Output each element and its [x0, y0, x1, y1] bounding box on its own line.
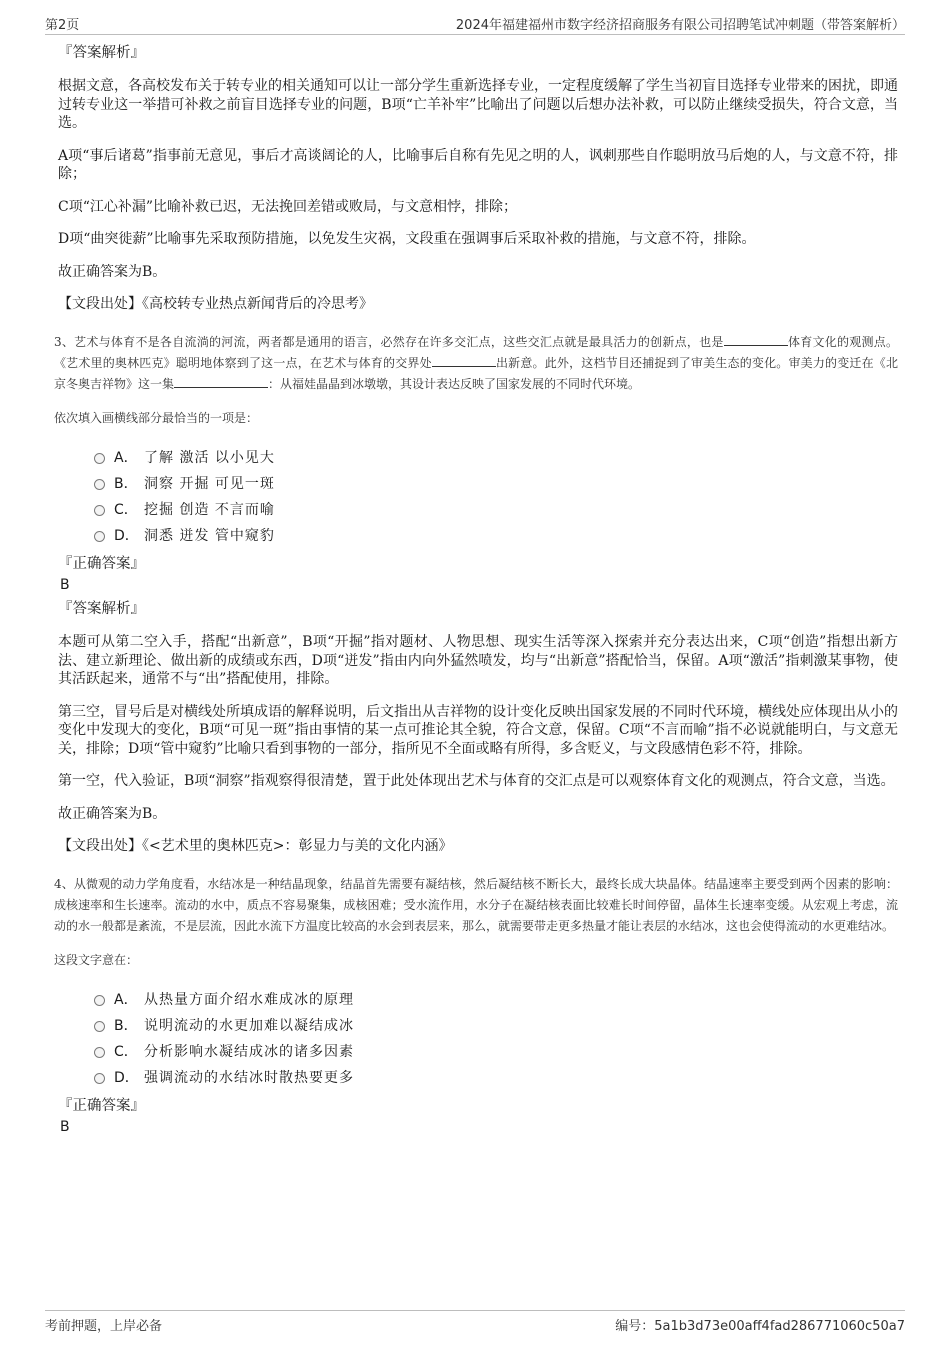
radio-button[interactable]: [94, 1021, 105, 1032]
document-id: 编号：5a1b3d73e00aff4fad286771060c50a7: [615, 1319, 905, 1334]
option-text: 了解 激活 以小见大: [144, 450, 275, 466]
option-label: C．: [114, 1044, 138, 1060]
passage-source: 【文段出处】《<艺术里的奥林匹克>：彰显力与美的文化内涵》: [58, 838, 453, 854]
answer-blank-2: [432, 354, 496, 367]
document-title: 2024年福建福州市数字经济招商服务有限公司招聘笔试冲刺题（带答案解析）: [455, 18, 905, 33]
page-header: [45, 10, 905, 35]
analysis-tag: 『答案解析』: [58, 601, 145, 617]
option-text: 洞察 开掘 可见一斑: [144, 476, 275, 492]
analysis-paragraph: 第一空，代入验证，B项“洞察”指观察得很清楚，置于此处体现出艺术与体育的交汇点是可以观察体育文化的观测点，符合文意，当选。: [58, 773, 895, 789]
analysis-paragraph: A项“事后诸葛”指事前无意见，事后才高谈阔论的人，比喻事后自称有先见之明的人，讽刺那些自作聪明放马后炮的人，与文意不符，排除；: [58, 147, 898, 182]
option-label: C．: [114, 502, 138, 518]
page-content: [54, 44, 898, 1142]
question-3-text: 3、艺术与体育不是各自流淌的河流，两者都是通用的语言，必然存在许多交汇点，这些交汇点就是最具活力的创新点，也是 体育文化的观测点。《艺术里的奥林匹克》聪明地体察到了这一点，在艺术与体育的交界处 出新意。此外，这档节目还捕捉到了审美生态的变化。审美力的变迁在《北京冬奥吉祥物》这一集 ：从福娃晶晶到冰墩墩，其设计表达反映了国家发展的不同时代环境。: [54, 335, 898, 391]
option-text: 从热量方面介绍水难成冰的原理: [144, 992, 354, 1008]
option-b[interactable]: [94, 473, 898, 499]
option-label: B．: [114, 1018, 138, 1034]
correct-answer: B: [60, 1119, 70, 1135]
answer-blank-3: [174, 375, 268, 388]
option-text: 强调流动的水结冰时散热要更多: [144, 1070, 354, 1086]
option-text: 分析影响水凝结成冰的诸多因素: [144, 1044, 354, 1060]
analysis-paragraph: 本题可从第二空入手，搭配“出新意”，B项“开掘”指对题材、人物思想、现实生活等深入探索并充分表达出来，C项“创造”指想出新方法、建立新理论、做出新的成绩或东西，D项“迸发”指由内向外猛然喷发，均与“出新意”搭配恰当，保留。A项“激活”指刺激某事物，使其活跃起来，通常不与“出”搭配使用，排除。: [58, 634, 898, 687]
option-label: A．: [114, 992, 138, 1008]
option-c[interactable]: [94, 499, 898, 525]
radio-button[interactable]: [94, 479, 105, 490]
analysis-conclusion: 故正确答案为B。: [58, 805, 167, 822]
analysis-paragraph: 根据文意，各高校发布关于转专业的相关通知可以让一部分学生重新选择专业，一定程度缓解了学生当初盲目选择专业带来的困扰，即通过转专业这一举措可补救之前盲目选择专业的问题，B项“亡羊补牢”比喻出了问题以后想办法补救，可以防止继续受损失，符合文意，当选。: [58, 78, 898, 131]
analysis-paragraph: D项“曲突徙薪”比喻事先采取预防措施，以免发生灾祸，文段重在强调事后采取补救的措施，与文意不符，排除。: [58, 231, 756, 247]
footer-slogan: 考前押题，上岸必备: [45, 1319, 163, 1334]
option-text: 挖掘 创造 不言而喻: [144, 502, 275, 518]
question-3-prompt: 依次填入画横线部分最恰当的一项是：: [54, 411, 259, 425]
question-3-options: [94, 447, 898, 551]
correct-answer-tag: 『正确答案』: [58, 556, 145, 572]
page-number: 第2页: [45, 18, 80, 33]
answer-blank-1: [724, 333, 788, 346]
question-4-text: 4、从微观的动力学角度看，水结冰是一种结晶现象，结晶首先需要有凝结核，然后凝结核不断长大，最终长成大块晶体。结晶速率主要受到两个因素的影响：成核速率和生长速率。流动的水中，质点不容易聚集，成核困难；受水流作用，水分子在凝结核表面比较难长时间停留，晶体生长速率变缓。从宏观上考虑，流动的水一般都是紊流，不是层流，因此水流下方温度比较高的水会到表层来，那么，就需要带走更多热量才能让表层的水结冰，这也会使得流动的水更难结冰。: [54, 877, 898, 933]
option-a[interactable]: [94, 989, 898, 1015]
option-d[interactable]: [94, 1067, 898, 1093]
correct-answer-tag: 『正确答案』: [58, 1098, 145, 1114]
radio-button[interactable]: [94, 995, 105, 1006]
question-4-prompt: 这段文字意在：: [54, 953, 139, 967]
analysis-paragraph: C项“江心补漏”比喻补救已迟，无法挽回差错或败局，与文意相悖，排除；: [58, 198, 518, 215]
analysis-paragraph: 第三空，冒号后是对横线处所填成语的解释说明，后文指出从吉祥物的设计变化反映出国家发展的不同时代环境，横线处应体现出从小的变化中发现大的变化，B项“可见一斑”指由事情的某一点可推论其全貌，符合文意，保留。C项“不言而喻”指不必说就能明白，与文意无关，排除；D项“管中窥豹”比喻只看到事物的一部分，指所见不全面或略有所得，多含贬义，与文段感情色彩不符，排除。: [58, 703, 898, 757]
page-footer: [45, 1310, 905, 1335]
option-label: B．: [114, 476, 138, 492]
option-d[interactable]: [94, 525, 898, 551]
radio-button[interactable]: [94, 1073, 105, 1084]
option-label: A．: [114, 450, 138, 466]
option-text: 说明流动的水更加难以凝结成冰: [144, 1018, 354, 1034]
option-b[interactable]: [94, 1015, 898, 1041]
analysis-tag: 『答案解析』: [58, 45, 145, 61]
option-c[interactable]: [94, 1041, 898, 1067]
radio-button[interactable]: [94, 453, 105, 464]
analysis-conclusion: 故正确答案为B。: [58, 263, 167, 280]
option-label: D．: [114, 528, 139, 544]
radio-button[interactable]: [94, 531, 105, 542]
correct-answer: B: [60, 577, 70, 593]
passage-source: 【文段出处】《高校转专业热点新闻背后的冷思考》: [58, 296, 373, 312]
option-a[interactable]: [94, 447, 898, 473]
radio-button[interactable]: [94, 505, 105, 516]
option-label: D．: [114, 1070, 139, 1086]
radio-button[interactable]: [94, 1047, 105, 1058]
option-text: 洞悉 迸发 管中窥豹: [144, 528, 275, 544]
question-4-options: [94, 989, 898, 1093]
